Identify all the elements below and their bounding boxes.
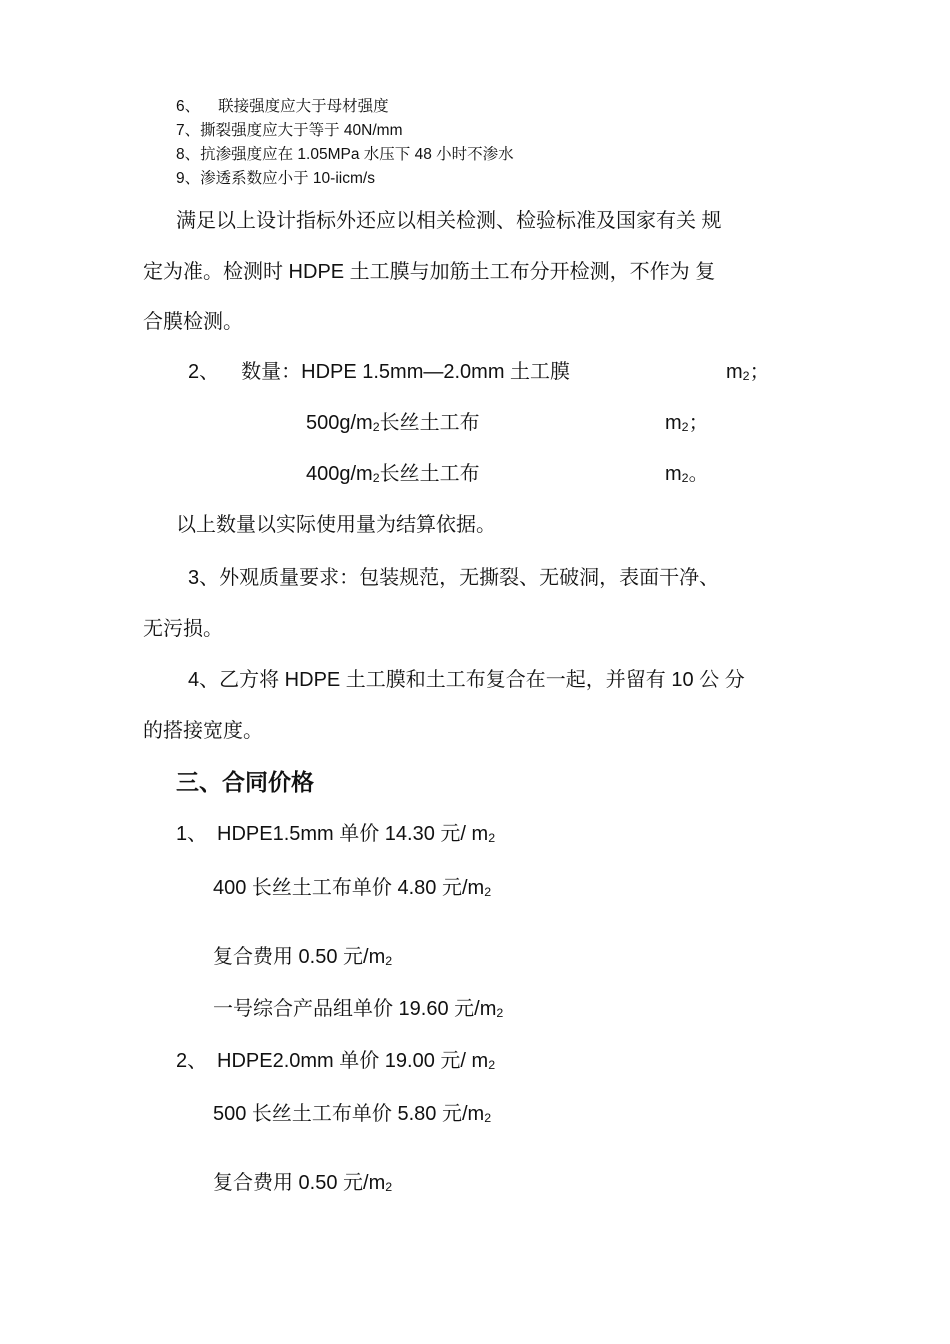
price-item-1-line2 [213, 874, 491, 902]
unit-text: m [665, 463, 682, 485]
quantity-row-1-unit [726, 358, 770, 386]
unit-subscript: 2 [385, 1179, 393, 1194]
price-text: HDPE1.5mm 单价 14.30 元/ m [217, 823, 489, 845]
spec-item-text: 渗透系数应小于 10-iicm/s [200, 170, 375, 187]
price-text: 500 长丝土工布单价 5.80 元/m [213, 1103, 485, 1125]
appearance-line2: 无污损。 [143, 618, 223, 640]
spec-item-number: 8、 [176, 146, 201, 163]
spec-item-text: 抗渗强度应在 1.05MPa 水压下 48 小时不渗水 [200, 146, 514, 163]
unit-subscript: 2 [488, 830, 496, 845]
price-item-1-line3 [213, 943, 392, 971]
unit-subscript: 2 [488, 1057, 496, 1072]
quantity-row-2-unit [665, 409, 709, 437]
compound-line1: 4、乙方将 HDPE 土工膜和土工布复合在一起，并留有 10 公 分 [188, 669, 745, 691]
quantity-row-3-unit [665, 460, 709, 488]
spec-item-number: 6、 [176, 98, 201, 115]
price-text: 复合费用 0.50 元/m [213, 1172, 386, 1194]
unit-subscript: 2 [681, 470, 689, 485]
unit-subscript: 2 [385, 953, 393, 968]
material-subscript: 2 [372, 419, 380, 434]
unit-subscript: 2 [496, 1005, 504, 1020]
price-item-1-line4 [213, 995, 503, 1023]
spec-item-8 [176, 145, 514, 165]
price-item-1-line1 [217, 820, 495, 848]
price-item-2-line1 [217, 1047, 495, 1075]
unit-subscript: 2 [742, 368, 750, 383]
material-name: 长丝土工布 [379, 412, 480, 434]
price-text: 400 长丝土工布单价 4.80 元/m [213, 877, 485, 899]
compound-line2: 的搭接宽度。 [143, 720, 263, 742]
quantity-row-2 [306, 409, 480, 437]
unit-subscript: 2 [484, 1110, 492, 1125]
price-item-2-number: 2、 [176, 1050, 208, 1072]
unit-punct: 。 [688, 463, 709, 485]
price-text: 复合费用 0.50 元/m [213, 946, 386, 968]
unit-text: m [665, 412, 682, 434]
appearance-line1: 3、外观质量要求：包装规范，无撕裂、无破洞，表面干净、 [188, 567, 720, 589]
spec-item-text: 联接强度应大于母材强度 [218, 98, 389, 115]
material-name: 长丝土工布 [379, 463, 480, 485]
price-text: 一号综合产品组单价 19.60 元/m [213, 998, 497, 1020]
para1-line1: 满足以上设计指标外还应以相关检测、检验标准及国家有关 规 [176, 210, 722, 232]
section-3-title: 三、合同价格 [176, 769, 314, 795]
price-item-1-number: 1、 [176, 823, 208, 845]
price-item-2-line3 [213, 1169, 392, 1197]
unit-punct: ； [688, 412, 709, 434]
para1-line3: 合膜检测。 [143, 311, 243, 333]
unit-subscript: 2 [484, 884, 492, 899]
material-spec: 500g/m [306, 412, 373, 434]
quantity-label: 数量：HDPE 1.5mm—2.0mm 土工膜 [241, 361, 571, 383]
unit-punct: ； [749, 361, 770, 383]
material-subscript: 2 [372, 470, 380, 485]
para1-line2: 定为准。检测时 HDPE 土工膜与加筋土工布分开检测，不作为 复 [143, 261, 716, 283]
spec-item-9 [176, 169, 375, 189]
quantity-row-3 [306, 460, 480, 488]
spec-item-6 [176, 97, 389, 117]
spec-item-7 [176, 121, 403, 141]
spec-item-number: 7、 [176, 122, 201, 139]
unit-text: m [726, 361, 743, 383]
quantity-row-1 [188, 358, 570, 386]
material-spec: 400g/m [306, 463, 373, 485]
quantity-note: 以上数量以实际使用量为结算依据。 [176, 514, 496, 536]
unit-subscript: 2 [681, 419, 689, 434]
price-item-2-line2 [213, 1100, 491, 1128]
price-text: HDPE2.0mm 单价 19.00 元/ m [217, 1050, 489, 1072]
spec-item-number: 9、 [176, 170, 201, 187]
spec-item-text: 撕裂强度应大于等于 40N/mm [200, 122, 403, 139]
quantity-number: 2、 [188, 361, 220, 383]
